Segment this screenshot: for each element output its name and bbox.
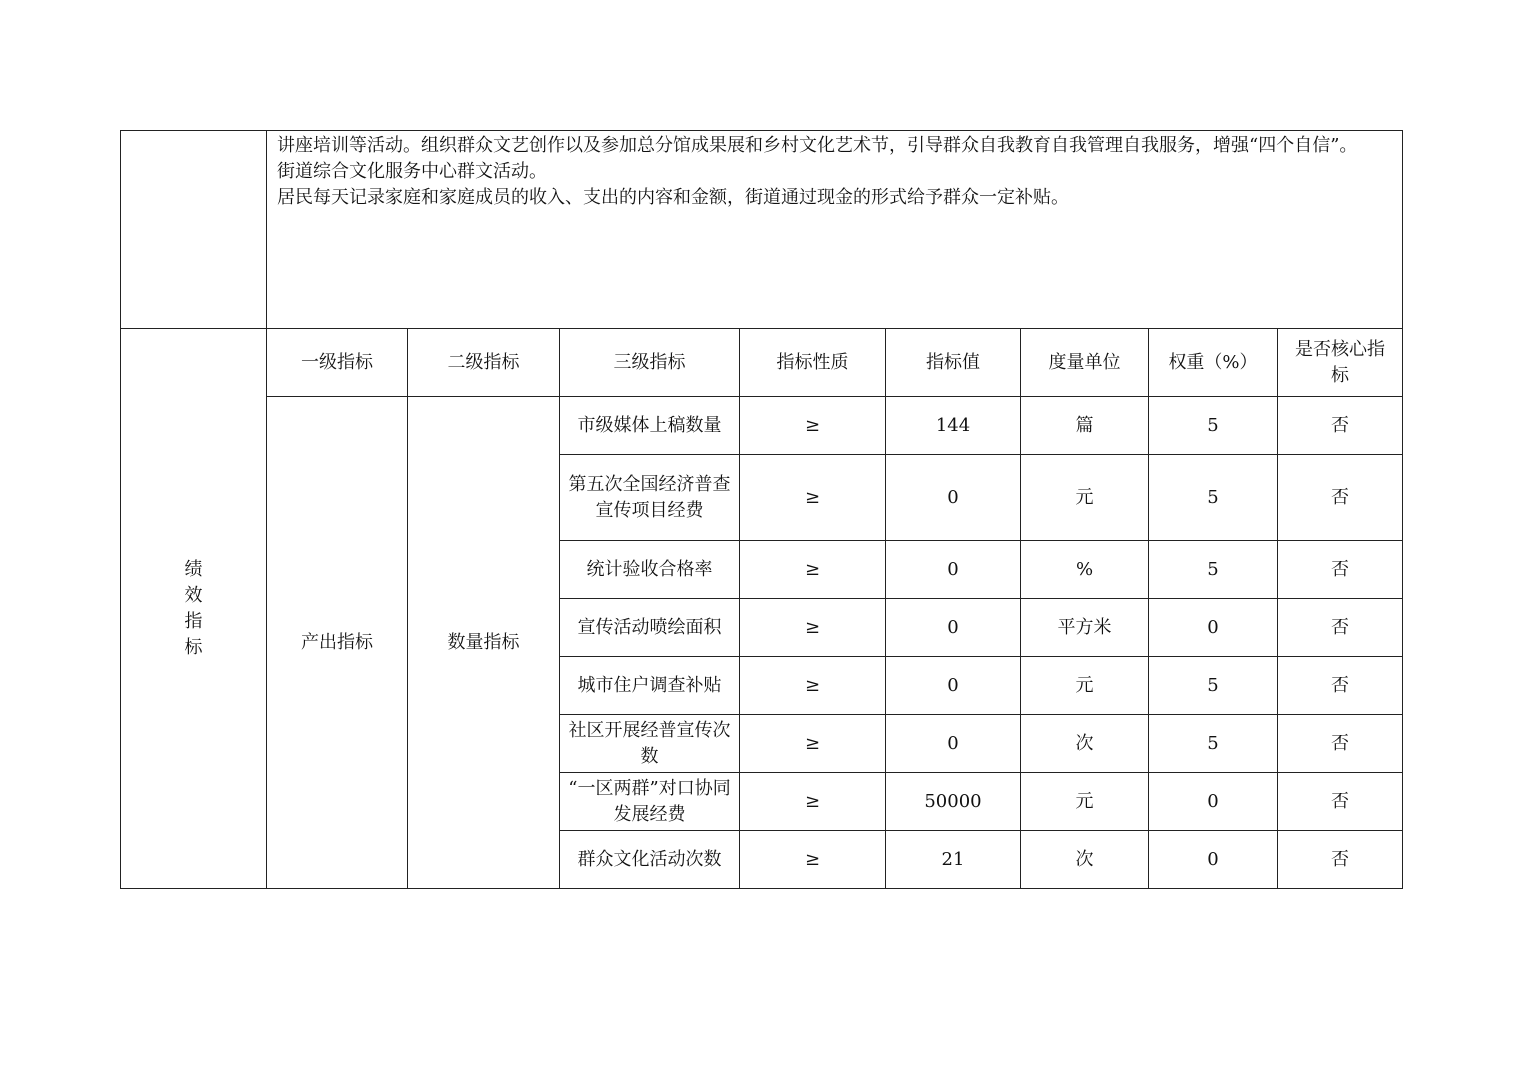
section-label-cell xyxy=(121,329,267,889)
indicator-unit: 平方米 xyxy=(1021,599,1149,657)
indicator-unit: 元 xyxy=(1021,773,1149,831)
indicator-unit: 篇 xyxy=(1021,397,1149,455)
indicator-name: 市级媒体上稿数量 xyxy=(560,397,740,455)
header-cell: 三级指标 xyxy=(560,329,740,397)
indicator-core: 否 xyxy=(1278,831,1403,889)
indicator-nature: ≥ xyxy=(740,541,886,599)
intro-line: 讲座培训等活动。组织群众文艺创作以及参加总分馆成果展和乡村文化艺术节，引导群众自我教育自我管理自我服务，增强“四个自信”。 xyxy=(277,135,1358,156)
header-cell: 指标值 xyxy=(886,329,1021,397)
indicator-value: 21 xyxy=(886,831,1021,889)
section-label: 绩效指标 xyxy=(184,558,203,658)
indicator-unit: 次 xyxy=(1021,715,1149,773)
intro-line: 居民每天记录家庭和家庭成员的收入、支出的内容和金额，街道通过现金的形式给予群众一定补贴。 xyxy=(277,187,1069,208)
indicator-weight: 5 xyxy=(1149,715,1278,773)
indicator-value: 0 xyxy=(886,455,1021,541)
header-cell: 是否核心指标 xyxy=(1278,329,1403,397)
table-row xyxy=(121,397,1403,455)
performance-table xyxy=(120,130,1403,889)
header-cell: 度量单位 xyxy=(1021,329,1149,397)
indicator-unit: 元 xyxy=(1021,455,1149,541)
indicator-weight: 0 xyxy=(1149,599,1278,657)
indicator-value: 0 xyxy=(886,657,1021,715)
indicator-nature: ≥ xyxy=(740,599,886,657)
indicator-value: 144 xyxy=(886,397,1021,455)
header-cell: 指标性质 xyxy=(740,329,886,397)
indicator-name: 城市住户调查补贴 xyxy=(560,657,740,715)
indicator-name: “一区两群”对口协同发展经费 xyxy=(560,773,740,831)
indicator-core: 否 xyxy=(1278,657,1403,715)
indicator-name: 群众文化活动次数 xyxy=(560,831,740,889)
indicator-core: 否 xyxy=(1278,773,1403,831)
indicator-core: 否 xyxy=(1278,599,1403,657)
indicator-nature: ≥ xyxy=(740,773,886,831)
indicator-nature: ≥ xyxy=(740,397,886,455)
indicator-core: 否 xyxy=(1278,455,1403,541)
indicator-unit: 元 xyxy=(1021,657,1149,715)
level2-cell: 数量指标 xyxy=(408,397,560,889)
indicator-nature: ≥ xyxy=(740,715,886,773)
intro-row xyxy=(121,131,1403,329)
header-cell: 一级指标 xyxy=(267,329,408,397)
indicator-name: 第五次全国经济普查宣传项目经费 xyxy=(560,455,740,541)
intro-text-cell xyxy=(267,131,1403,329)
header-cell: 二级指标 xyxy=(408,329,560,397)
header-row xyxy=(121,329,1403,397)
indicator-nature: ≥ xyxy=(740,455,886,541)
level1-cell: 产出指标 xyxy=(267,397,408,889)
indicator-weight: 0 xyxy=(1149,831,1278,889)
indicator-weight: 5 xyxy=(1149,657,1278,715)
intro-left-cell xyxy=(121,131,267,329)
indicator-unit: % xyxy=(1021,541,1149,599)
indicator-weight: 0 xyxy=(1149,773,1278,831)
indicator-unit: 次 xyxy=(1021,831,1149,889)
indicator-core: 否 xyxy=(1278,397,1403,455)
indicator-name: 社区开展经普宣传次数 xyxy=(560,715,740,773)
intro-line: 街道综合文化服务中心群文活动。 xyxy=(277,161,547,182)
header-cell: 权重（%） xyxy=(1149,329,1278,397)
indicator-weight: 5 xyxy=(1149,455,1278,541)
indicator-value: 50000 xyxy=(886,773,1021,831)
indicator-weight: 5 xyxy=(1149,541,1278,599)
indicator-value: 0 xyxy=(886,541,1021,599)
indicator-value: 0 xyxy=(886,715,1021,773)
indicator-core: 否 xyxy=(1278,541,1403,599)
indicator-nature: ≥ xyxy=(740,831,886,889)
indicator-name: 统计验收合格率 xyxy=(560,541,740,599)
indicator-weight: 5 xyxy=(1149,397,1278,455)
indicator-name: 宣传活动喷绘面积 xyxy=(560,599,740,657)
indicator-core: 否 xyxy=(1278,715,1403,773)
indicator-nature: ≥ xyxy=(740,657,886,715)
indicator-value: 0 xyxy=(886,599,1021,657)
